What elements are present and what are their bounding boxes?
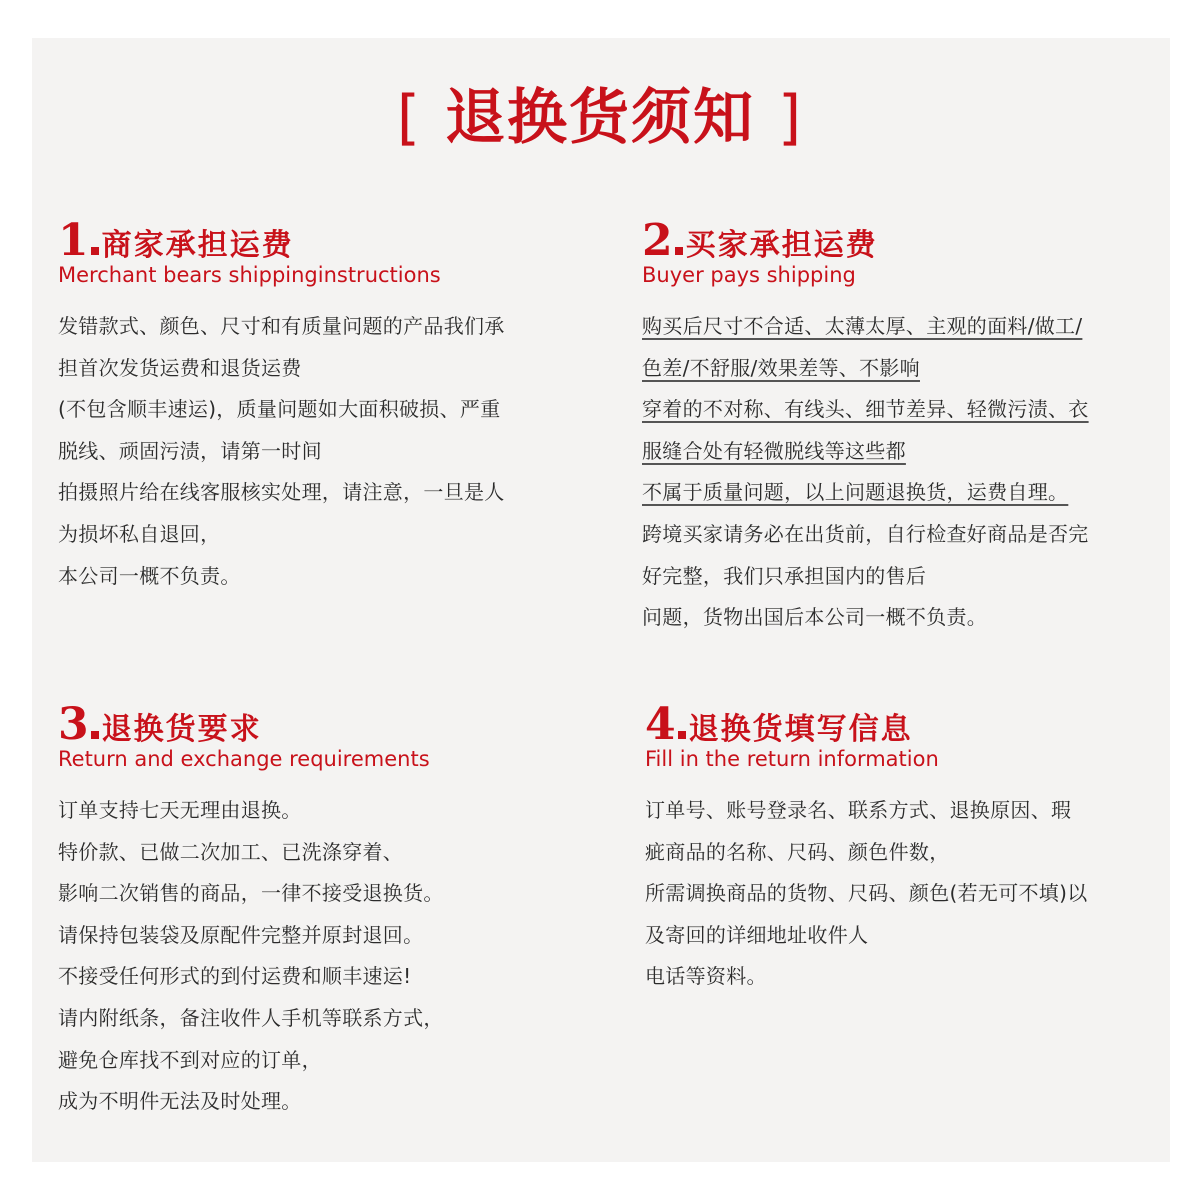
text-line: 特价款、已做二次加工、已洗涤穿着、 [58,839,404,864]
title-bracket-left: [ [396,83,423,153]
bullet-dot [678,731,686,739]
section-title: 商家承担运费 [101,228,294,263]
section-body [642,306,1142,639]
text-line: 问题，货物出国后本公司一概不负责。 [642,605,988,630]
section-subtitle: Fill in the return information [645,747,939,771]
text-line-underlined: 购买后尺寸不合适、太薄太厚、主观的面料/做工/ [642,314,1083,338]
bullet-dot [675,247,683,255]
bullet-dot [91,731,99,739]
text-line: 订单号、账号登录名、联系方式、退换原因、瑕 [645,798,1072,822]
title-text: 退换货须知 [445,83,755,153]
text-line: 好完整，我们只承担国内的售后 [642,563,927,588]
title-bracket-right: ] [777,83,804,153]
text-line: 跨境买家请务必在出货前，自行检查好商品是否完 [642,521,1089,546]
text-line-underlined: 穿着的不对称、有线头、细节差异、轻微污渍、衣 [642,397,1089,422]
text-line: 不接受任何形式的到付运费和顺丰速运! [58,964,412,989]
section-body [58,306,558,597]
section-title: 买家承担运费 [685,228,878,263]
text-line: 影响二次销售的商品，一律不接受退换货。 [58,881,444,906]
section-buyer-pays [642,215,1142,639]
text-line: 请保持包装袋及原配件完整并原封退回。 [58,922,424,947]
text-line: 所需调换商品的货物、尺码、颜色(若无可不填)以 [645,881,1088,906]
section-return-info [645,699,1145,998]
section-return-requirements [58,699,558,1123]
text-line: 为损坏私自退回， [58,521,221,546]
text-line: 请内附纸条，备注收件人手机等联系方式， [58,1005,444,1030]
text-line: 电话等资料。 [645,964,767,989]
section-number: 1 [58,215,89,266]
text-line: 成为不明件无法及时处理。 [58,1089,302,1114]
text-line-underlined: 色差/不舒服/效果差等、不影响 [642,355,920,380]
text-line: 订单支持七天无理由退换。 [58,798,302,822]
section-title: 退换货要求 [101,712,262,747]
section-heading [58,215,558,266]
page-title [0,82,1200,154]
section-subtitle: Buyer pays shipping [642,263,856,287]
text-line: 拍摄照片给在线客服核实处理，请注意，一旦是人 [58,480,505,505]
section-heading [58,699,558,750]
text-line: (不包含顺丰速运)，质量问题如大面积破损、严重 [58,397,501,422]
section-subtitle: Merchant bears shippinginstructions [58,263,441,287]
text-line-underlined: 不属于质量问题，以上问题退换货，运费自理。 [642,480,1069,505]
text-line: 脱线、顽固污渍，请第一时间 [58,438,322,463]
section-number: 3 [58,699,89,750]
section-number: 4 [645,699,676,750]
text-line-underlined: 服缝合处有轻微脱线等这些都 [642,438,906,463]
section-subtitle: Return and exchange requirements [58,747,430,771]
section-body [645,790,1145,998]
bullet-dot [91,247,99,255]
text-line: 本公司一概不负责。 [58,563,241,588]
section-number: 2 [642,215,673,266]
text-line: 疵商品的名称、尺码、颜色件数， [645,839,950,864]
section-heading [642,215,1142,266]
section-body [58,790,558,1123]
text-line: 发错款式、颜色、尺寸和有质量问题的产品我们承 [58,314,505,338]
text-line: 担首次发货运费和退货运费 [58,355,302,380]
text-line: 及寄回的详细地址收件人 [645,922,869,947]
section-merchant-pays [58,215,558,597]
section-title: 退换货填写信息 [688,712,913,747]
section-heading [645,699,1145,750]
text-line: 避免仓库找不到对应的订单， [58,1047,322,1072]
